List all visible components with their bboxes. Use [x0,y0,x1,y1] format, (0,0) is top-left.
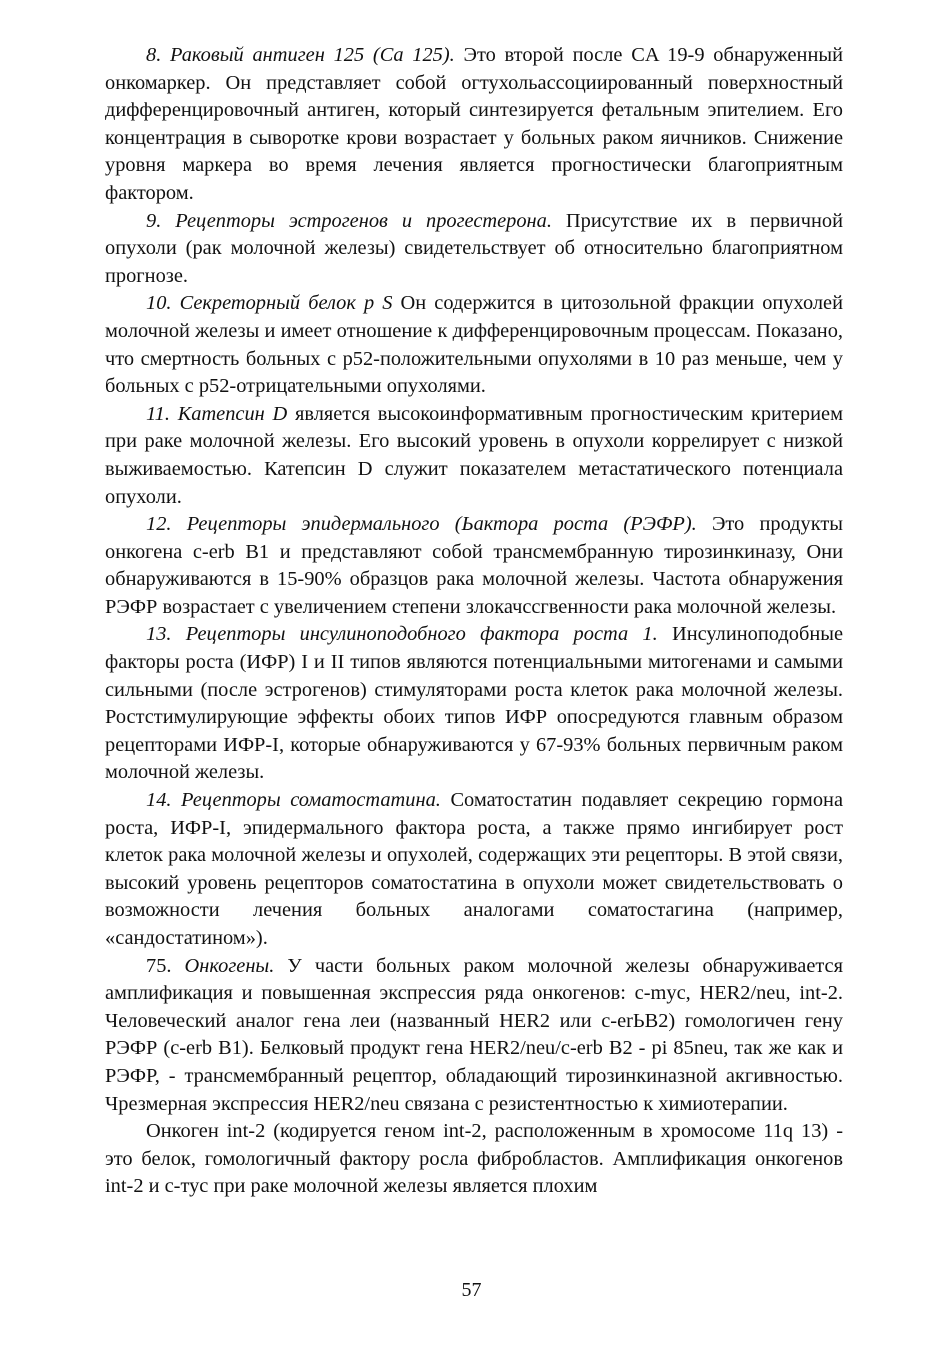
page-number: 57 [461,1279,482,1301]
paragraph-lead: Онкогены. [171,954,275,977]
paragraph-secretory-protein [105,290,843,400]
paragraph-egfr [105,511,843,621]
paragraph-lead: 13. Рецепторы инсулиноподобного фактора роста 1. [146,623,658,646]
paragraph-lead: 11. Катепсин D [146,402,288,425]
paragraph-int2 [105,1118,843,1201]
paragraph-igf-receptors [105,621,843,787]
paragraph-lead: 8. Раковый антиген 125 (Ca 125). [146,44,455,66]
paragraph-text: Он содержится в цитозольной фракции опухолей молочной железы и имеет отношение к дифференцировочным процессам. Показано, что смертность больных с р52-положительными опухолями в 10 раз меньше, чем у больных с р52-отрицательными опухолями. [105,292,844,398]
paragraph-number: 75. [146,954,172,977]
paragraph-cathepsin-d [105,401,843,511]
paragraph-ca125 [105,42,843,208]
paragraph-lead: 14. Рецепторы соматостатина. [146,789,441,812]
paragraph-lead: 9. Рецепторы эстрогенов и прогестерона. [146,209,552,232]
paragraph-estrogen-receptors [105,208,843,291]
paragraph-somatostatin [105,787,843,953]
paragraph-text: Это продукты онкогена c-erb B1 и представляют собой трансмембранную тирозинкиназу, Они обнаруживаются в 15-90% образцов рака молочной железы. Частота обнаружения РЭФР возрастает с увеличением степени злокачссгвенности рака молочной железы. [105,513,844,618]
paragraph-text: является высокоинформативным прогностическим критерием при раке молочной железы. Его высокий уровень в опухоли коррелирует с низкой выживаемостью. Катепсин D служит показателем метастатического потенциала опухоли. [105,402,843,508]
paragraph-oncogenes [105,953,843,1119]
paragraph-text: Это второй после CA 19-9 обнаруженный онкомаркер. Он представляет собой огтухольассоциированный поверхностный дифференцировочный антиген, который синтезируется фетальным эпителием. Его концентрация в сыворотке крови возрастает у больных раком яичников. Снижение уровня маркера во время лечения является прогностически благоприятным фактором. [105,44,843,204]
paragraph-lead: 12. Рецепторы эпидермального (Ьактора роста (РЭФР). [146,513,697,536]
paragraph-text: Присутствие их в первичной опухоли (рак молочной железы) свидетельствует об относительно благоприятном прогнозе. [105,209,843,287]
paragraph-text: Онкоген int-2 (кодируется геном int-2, расположенным в хромосоме 11q 13) - это белок, гомологичный фактору росла фибробластов. Амплификация онкогенов int-2 и c-тус при раке молочной железы является плохим [105,1120,843,1198]
paragraph-lead: 10. Секреторный белок p S [146,292,393,315]
paragraph-text: Соматостатин подавляет секрецию гормона роста, ИФР-I, эпидермального фактора роста, а также прямо ингибирует рост клеток рака молочной железы и опухолей, содержащих эти рецепторы. В этой связи, высокий уровень рецепторов соматостатина в опухоли может свидетельствовать о возможности лечения больных аналогами соматостагина (например, «сандостатином»). [105,789,843,949]
paragraph-text: Инсулиноподобные факторы роста (ИФР) I и II типов являются потенциальными митогенами и самыми сильными (после эстрогенов) стимуляторами роста клеток рака молочной железы. Ростстимулирующие эффекты обоих типов ИФР опосредуются главным образом рецепторами ИФР-I, которые обнаруживаются у 67-93% больных первичным раком молочной железы. [105,623,844,784]
paragraph-text: У части больных раком молочной железы обнаруживается амплификация и повышенная экспрессия ряда онкогенов: c-myc, HER2/neu, int-2. Человеческий аналог гена леи (названный HER2 или c-erЬB2) гомологичен гену РЭФР (c-erb B1). Белковый продукт гена HER2/neu/c-erb B2 - pi 85neu, так же как и РЭФР, - трансмембранный рецептор, обладающий тирозинкиназной акгивностью. Чрезмерная экспрессия HER2/neu связана с резистентностью к химиотерапии. [105,954,843,1115]
